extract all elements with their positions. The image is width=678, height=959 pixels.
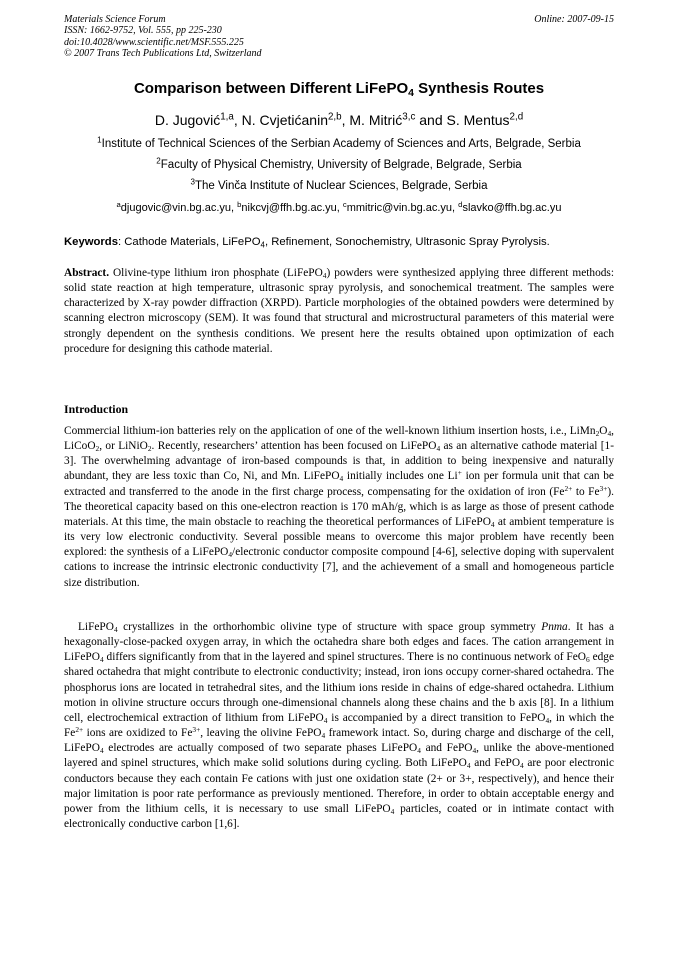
paragraph: Commercial lithium-ion batteries rely on the application of one of the well-known lithium insertion hosts, i.e., $LiMn_2O_4$, LiCoO$_2$, or LiNiO$_2$. Recently, researchers’ attention has been focused on LiFePO$_4$ as an alternative cathode material [1-3]. The overwhelming advantage of iron-based compounds is that, in addition to being inexpensive and naturally abundant, they are less toxic than Co, Ni, and Mn. LiFePO$_4$ initially includes one Li+ ion per formula unit that can be extracted and transferred to the anode in the first charge process, compensating for the oxidation of iron ($Fe^{2+}$ to $Fe^{3+}$). The theoretical capacity based on this one-electron reaction is 170 mAh/g, which is as large as those of present cathode materials. At this time, the main obstacle to reaching the theoretical performances of LiFePO$_4$ at ambient temperature is its very low electronic conductivity. Several possible means to overcome this major problem have recently been explored: the synthesis of a LiFePO$_4$/electronic conductor composite compound [4-6], selective doping with supervalent cations to increase the intrinsic electronic conductivity [7], and the achievement of a small and homogeneous particle size distribution. (64, 425, 614, 589)
affiliation: $^1$Institute of Technical Sciences of the Serbian Academy of Sciences and Arts, Belgrade, Serbia (97, 135, 581, 150)
journal-issn: ISSN: 1662-9752, Vol. 555, pp 225-230 (64, 25, 222, 37)
email: $^c$mmitric@vin.bg.ac.yu, (342, 199, 459, 214)
author: S. Mentus$^{2,d}$ (446, 111, 524, 128)
email: $^b$nikcvj@ffh.bg.ac.yu, (237, 199, 343, 214)
author-emails (0, 199, 678, 214)
online-date: Online: 2007-09-15 (534, 14, 614, 25)
journal-doi: doi:10.4028/www.scientific.net/MSF.555.225 (64, 36, 244, 48)
author: M. Mitrić$^{3,c}$ and (349, 111, 447, 128)
section-heading: Introduction (64, 402, 129, 416)
paragraph: LiFePO$_4$ crystallizes in the orthorhombic olivine type of structure with space group symmetry Pnma. It has a hexagonally-close-packed oxygen array, in which the octahedra share both edges and faces. The cation arrangement in LiFePO$_4$ differs significantly from that in the layered and spinel structures. There is no continuous network of FeO$_6$ edge shared octahedra that might contribute to electronic conductivity; instead, iron ions occupy corner-shared octahedra. The phosphorus ions are located in tetrahedral sites, and the lithium ions reside in chains of edge-shared octahedra. Lithium motion in olivine structure occurs through one-dimensional channels along these chains and the b axis [8]. In a lithium cell, electrochemical extraction of lithium from LiFePO$_4$ is accompanied by a direct transition to FePO$_4$, in which the $Fe^{2+}$ ions are oxidized to $Fe^{3+}$, leaving the olivine FePO$_4$ framework intact. So, during charge and discharge of the cell, LiFePO$_4$ electrodes are actually composed of two separate phases LiFePO$_4$ and FePO$_4$, unlike the above-mentioned layered and spinel structures, which make solid solutions during cycling. Both LiFePO$_4$ and FePO$_4$ are poor electronic conductors because they each contain Fe cations with just one oxidation state (2+ or 3+, respectively), and hence their major limitation is poor rate performance as previously mentioned. Therefore, in order to obtain acceptable energy and power from the lithium cells, it is necessary to use small LiFePO$_4$ particles, coated or in intimate contact with electronically conductive carbon [1,6]. (64, 621, 615, 831)
journal-name: Materials Science Forum (64, 14, 166, 25)
author-list (0, 112, 678, 128)
keywords-label: Keywords (64, 236, 118, 248)
email: $^a$djugovic@vin.bg.ac.yu, (116, 199, 238, 214)
copyright: © 2007 Trans Tech Publications Ltd, Switzerland (64, 47, 262, 59)
affiliation: $^3$The Vinča Institute of Nuclear Sciences, Belgrade, Serbia (190, 177, 488, 192)
keywords: Keywords: Cathode Materials, LiFePO$_4$, Refinement, Sonochemistry, Ultrasonic Spray Pyrolysis. (64, 236, 550, 250)
email: $^d$slavko@ffh.bg.ac.yu (458, 199, 562, 214)
affiliation: $^2$Faculty of Physical Chemistry, University of Belgrade, Belgrade, Serbia (156, 156, 522, 171)
paper-title: Comparison between Different LiFePO$_4$ Synthesis Routes (133, 80, 545, 100)
author: N. Cvjetićanin$^{2,b}$, (241, 111, 350, 128)
abstract: Abstract. Olivine-type lithium iron phosphate (LiFePO$_4$) powders were synthesized applying three different methods: solid state reaction at high temperature, ultrasonic spray pyrolysis, and sonochemical treatment. The samples were characterized by X-ray powder diffraction (XRPD). Particle morphologies of the obtained powders were determined by scanning electron microscopy (SEM). It was found that structural and microstructural parameters of this material were strongly dependent on the synthesis conditions. We present here the results obtained upon optimization of each procedure for designing this cathode material. (64, 267, 614, 355)
author: D. Jugović$^{1,a}$, (154, 111, 242, 128)
journal-header (64, 14, 614, 59)
abstract-label: Abstract. (64, 267, 110, 279)
